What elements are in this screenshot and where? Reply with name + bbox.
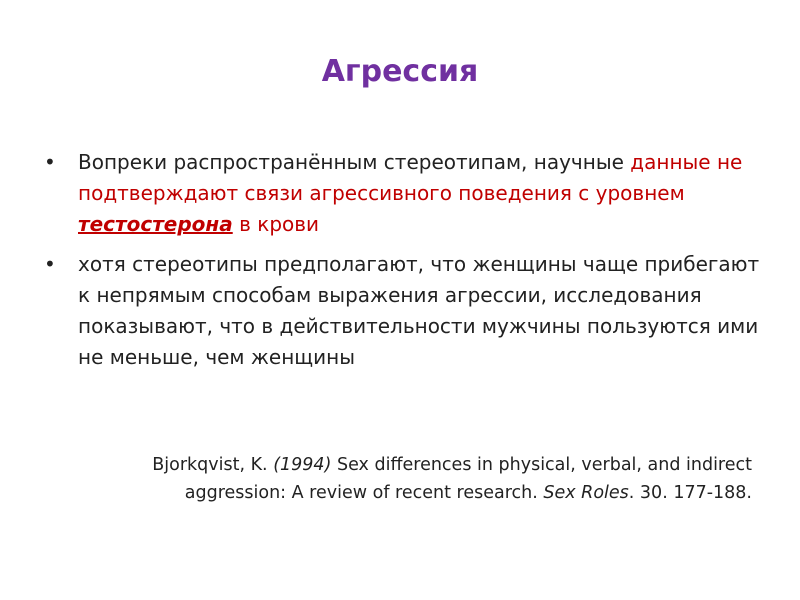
bullet-text-intro: Вопреки распространённым стереотипам, научные	[78, 150, 624, 174]
citation	[112, 451, 752, 507]
bullet-text: хотя стереотипы предполагают, что женщины чаще прибегают к непрямым способам выражения агрессии, исследования показывают, что в действительности мужчины пользуются ими не меньше, чем женщины	[78, 252, 760, 369]
bullet-item-testosterone	[44, 147, 764, 240]
bullet-text-tail: в крови	[239, 212, 320, 236]
citation-year: (1994)	[273, 455, 332, 475]
bullet-marker: •	[44, 252, 56, 276]
citation-journal: Sex Roles	[543, 483, 629, 503]
bullet-list	[44, 147, 764, 382]
bullet-text-red: данные не подтверждают связи агрессивного поведения с уровнем	[78, 150, 743, 205]
citation-title: Sex differences in physical, verbal, and indirect aggression: A review of recent research.	[184, 455, 752, 503]
bullet-item-indirect-aggression	[44, 249, 764, 373]
testosterone-emphasis: тестостерона	[78, 212, 233, 236]
bullet-marker: •	[44, 150, 56, 174]
citation-details: . 30. 177-188.	[628, 483, 752, 503]
citation-author: Bjorkqvist, K.	[152, 455, 268, 475]
slide-title: Агрессия	[321, 54, 479, 89]
